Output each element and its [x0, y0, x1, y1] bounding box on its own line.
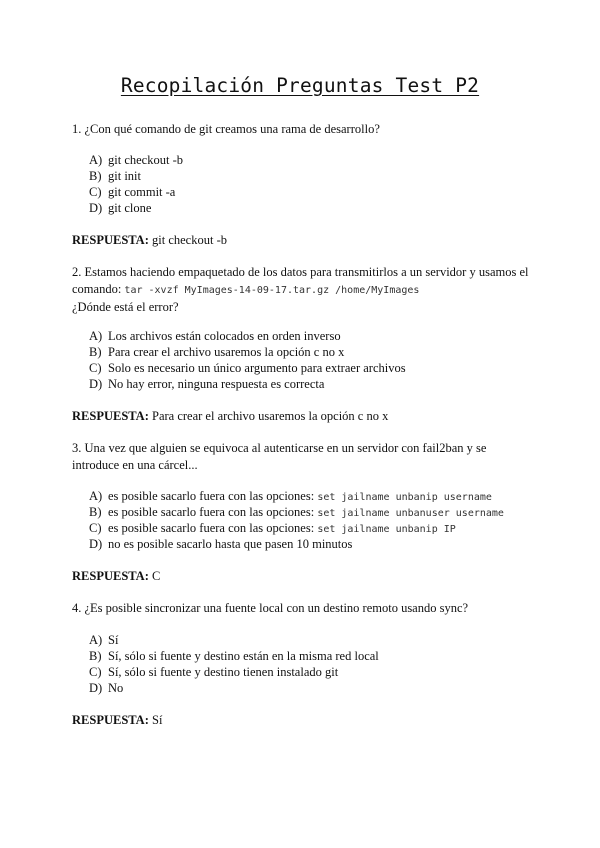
option-item: D) No [89, 681, 124, 695]
option-item: B) Sí, sólo si fuente y destino están en la misma red local [89, 649, 379, 663]
option-item: B) git init [89, 169, 141, 183]
option-item: D) git clone [89, 201, 152, 215]
page-title: Recopilación Preguntas Test P2 [120, 74, 480, 97]
question-4-options [89, 632, 379, 696]
option-item: A) Sí [89, 633, 119, 647]
option-item: A) git checkout -b [89, 153, 183, 167]
option-item: C) git commit -a [89, 185, 176, 199]
question-3-options [89, 488, 504, 552]
question-2-options [89, 328, 406, 392]
option-item: D) no es posible sacarlo hasta que pasen 10 minutos [89, 537, 353, 551]
option-item: C) es posible sacarlo fuera con las opciones: set jailname unbanip IP [89, 521, 456, 535]
option-item: B) es posible sacarlo fuera con las opciones: set jailname unbanuser username [89, 505, 504, 519]
question-1-options [89, 152, 183, 216]
option-item: A) Los archivos están colocados en orden inverso [89, 329, 341, 343]
option-item: D) No hay error, ninguna respuesta es correcta [89, 377, 325, 391]
option-item: B) Para crear el archivo usaremos la opción c no x [89, 345, 345, 359]
question-2-answer: RESPUESTA: Para crear el archivo usaremos la opción c no x [72, 409, 389, 423]
option-item: C) Solo es necesario un único argumento para extraer archivos [89, 361, 406, 375]
question-2-command: tar -xvzf MyImages-14-09-17.tar.gz /home/MyImages [124, 285, 420, 296]
option-item: A) es posible sacarlo fuera con las opciones: set jailname unbanip username [89, 489, 492, 503]
question-1-answer: RESPUESTA: git checkout -b [72, 233, 227, 247]
question-3-text: 3. Una vez que alguien se equivoca al autenticarse en un servidor con fail2ban y se introduce en una cárcel... [72, 441, 487, 472]
question-4-answer: RESPUESTA: Sí [72, 713, 163, 727]
question-3-answer: RESPUESTA: C [72, 569, 161, 583]
question-1-text: 1. ¿Con qué comando de git creamos una rama de desarrollo? [72, 122, 380, 136]
question-2-text: 2. Estamos haciendo empaquetado de los datos para transmitirlos a un servidor y usamos el comando: tar -xvzf MyImages-14-09-17.tar.gz /home/MyImages ¿Dónde está el error? [72, 265, 529, 314]
question-4-text: 4. ¿Es posible sincronizar una fuente local con un destino remoto usando sync? [72, 601, 469, 615]
option-item: C) Sí, sólo si fuente y destino tienen instalado git [89, 665, 339, 679]
